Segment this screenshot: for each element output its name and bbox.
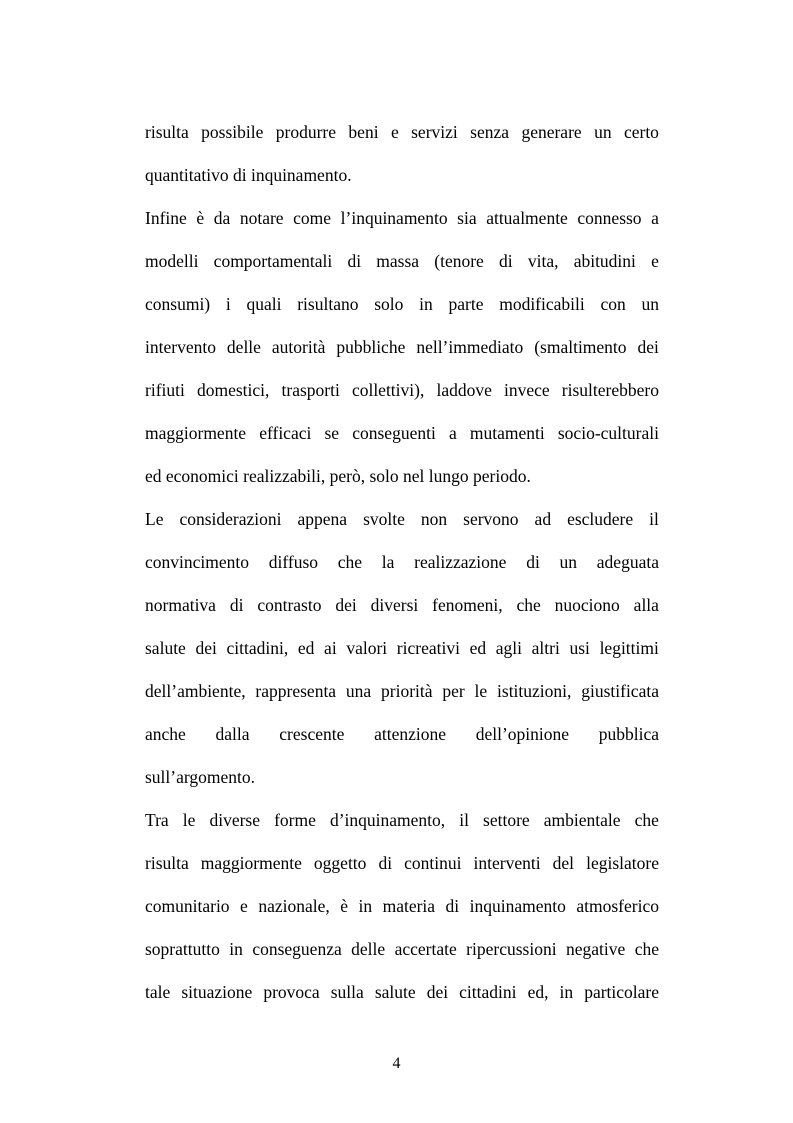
text-line: modelli comportamentali di massa (tenore di vita, abitudini e	[145, 251, 659, 271]
text-line: rifiuti domestici, trasporti collettivi), laddove invece risulterebbero	[145, 380, 659, 400]
body-text	[145, 116, 659, 1019]
text-line: risulta maggiormente oggetto di continui interventi del legislatore	[145, 853, 659, 873]
text-line: maggiormente efficaci se conseguenti a mutamenti socio-culturali	[145, 423, 659, 443]
text-line: salute dei cittadini, ed ai valori ricreativi ed agli altri usi legittimi	[145, 638, 659, 658]
text-line: soprattutto in conseguenza delle accertate ripercussioni negative che	[145, 939, 659, 959]
text-line: tale situazione provoca sulla salute dei cittadini ed, in particolare	[145, 982, 659, 1002]
text-line: anche dalla crescente attenzione dell’opinione pubblica	[145, 724, 659, 744]
text-line: sull’argomento.	[145, 767, 256, 787]
text-line: convincimento diffuso che la realizzazione di un adeguata	[145, 552, 659, 572]
text-line: intervento delle autorità pubbliche nell’immediato (smaltimento dei	[145, 337, 659, 357]
text-line: normativa di contrasto dei diversi fenomeni, che nuociono alla	[145, 595, 659, 615]
text-line: ed economici realizzabili, però, solo nel lungo periodo.	[145, 466, 531, 486]
page-number: 4	[392, 1055, 401, 1072]
text-line: Le considerazioni appena svolte non servono ad escludere il	[145, 509, 659, 529]
text-line: consumi) i quali risultano solo in parte modificabili con un	[145, 294, 659, 314]
text-line: comunitario e nazionale, è in materia di inquinamento atmosferico	[145, 896, 659, 916]
text-line: Infine è da notare come l’inquinamento sia attualmente connesso a	[145, 208, 659, 228]
text-line: Tra le diverse forme d’inquinamento, il settore ambientale che	[145, 810, 659, 830]
text-line: risulta possibile produrre beni e servizi senza generare un certo	[145, 122, 659, 142]
text-line: quantitativo di inquinamento.	[145, 165, 352, 185]
text-line: dell’ambiente, rappresenta una priorità per le istituzioni, giustificata	[145, 681, 659, 701]
